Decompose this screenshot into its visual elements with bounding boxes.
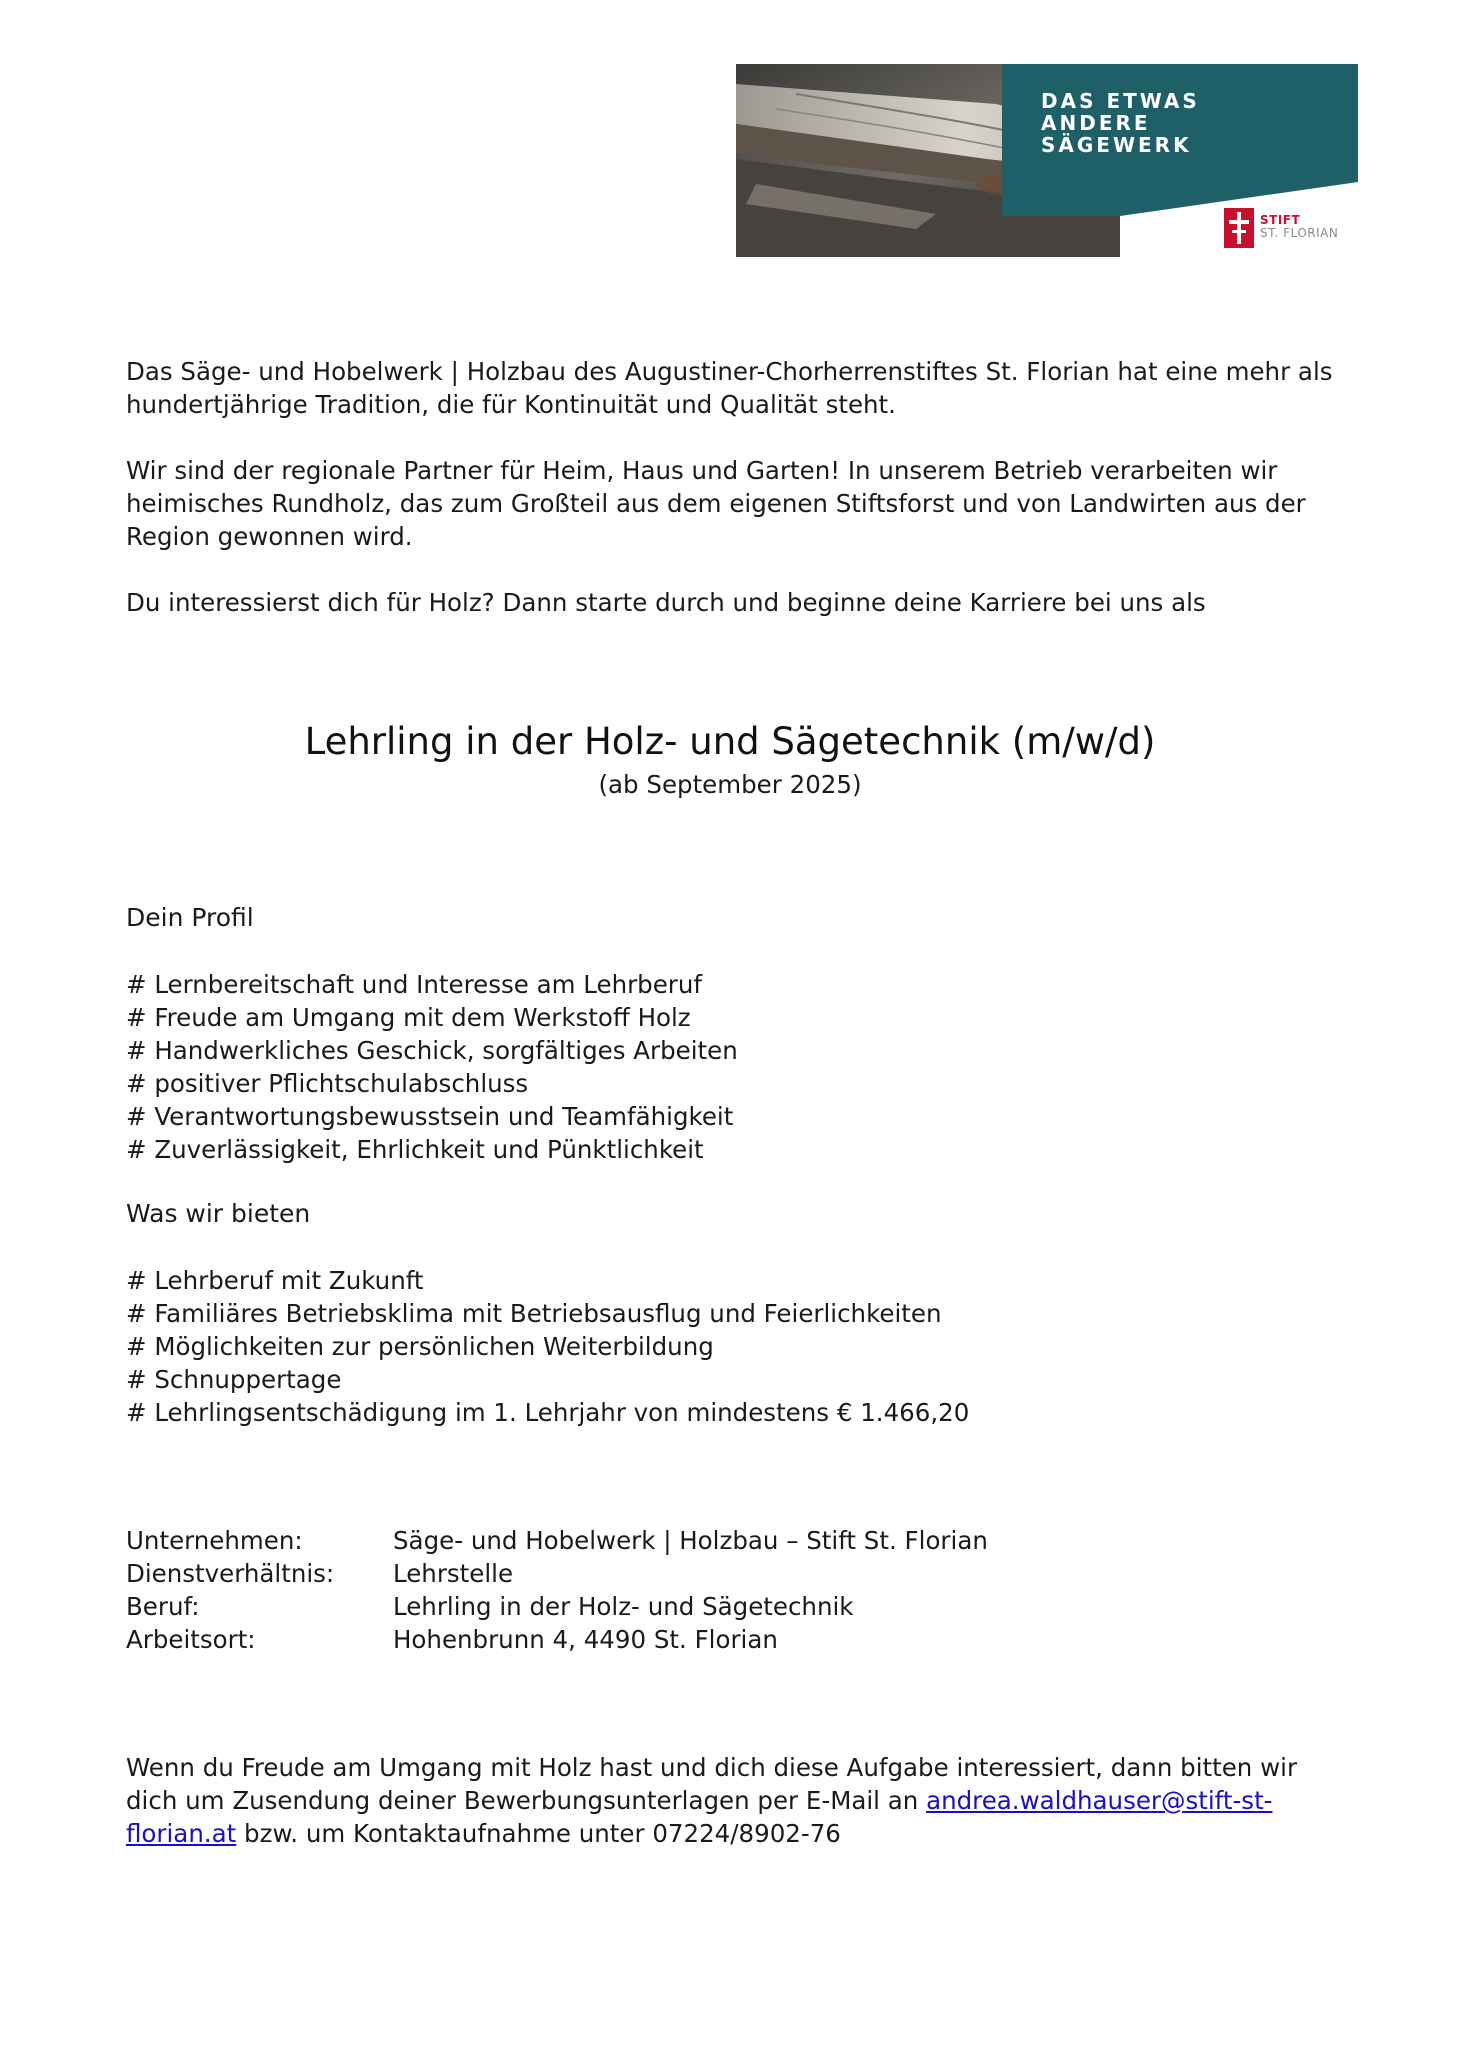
list-item: # Freude am Umgang mit dem Werkstoff Holz xyxy=(126,1003,691,1032)
fact-value: Hohenbrunn 4, 4490 St. Florian xyxy=(393,1625,778,1654)
intro-paragraph: Das Säge- und Hobelwerk | Holzbau des Augustiner-Chorherrenstiftes St. Florian hat eine mehr als hundertjährige Tradition, die für Kontinuität und Qualität steht. xyxy=(126,357,1333,419)
job-facts xyxy=(126,1524,988,1656)
header-banner xyxy=(736,64,1358,257)
fact-value: Säge- und Hobelwerk | Holzbau – Stift St. Florian xyxy=(393,1526,988,1555)
profile-list xyxy=(126,968,738,1166)
list-item: # positiver Pflichtschulabschluss xyxy=(126,1069,529,1098)
fact-label: Beruf: xyxy=(126,1592,200,1621)
offer-list xyxy=(126,1264,969,1429)
list-item: # Möglichkeiten zur persönlichen Weiterbildung xyxy=(126,1332,714,1361)
list-item: # Verantwortungsbewusstsein und Teamfähigkeit xyxy=(126,1102,734,1131)
intro-paragraph: Wir sind der regionale Partner für Heim, Haus und Garten! In unserem Betrieb verarbeiten wir heimisches Rundholz, das zum Großteil aus dem eigenen Stiftsforst und von Landwirten aus der Region gewonnen wird. xyxy=(126,456,1306,551)
job-title: Lehrling in der Holz- und Sägetechnik (m/w/d) xyxy=(304,720,1156,763)
closing-paragraph xyxy=(126,1751,1346,1850)
email-link[interactable]: andrea.waldhauser@stift-st-florian.at xyxy=(126,1786,1273,1848)
list-item: # Lernbereitschaft und Interesse am Lehrberuf xyxy=(126,970,703,999)
list-item: # Schnuppertage xyxy=(126,1365,342,1394)
list-item: # Familiäres Betriebsklima mit Betriebsausflug und Feierlichkeiten xyxy=(126,1299,942,1328)
list-item: # Handwerkliches Geschick, sorgfältiges Arbeiten xyxy=(126,1036,738,1065)
stift-logo xyxy=(1224,208,1354,248)
intro-paragraph: Du interessierst dich für Holz? Dann starte durch und beginne deine Karriere bei uns als xyxy=(126,588,1206,617)
job-start-date: (ab September 2025) xyxy=(598,770,862,799)
offer-heading: Was wir bieten xyxy=(126,1199,311,1228)
profile-heading: Dein Profil xyxy=(126,903,254,932)
fact-value: Lehrstelle xyxy=(393,1559,514,1588)
fact-label: Dienstverhältnis: xyxy=(126,1559,335,1588)
fact-row xyxy=(126,1590,988,1623)
cross-icon xyxy=(1224,208,1254,248)
stift-logo-text: STIFT ST. FLORIAN xyxy=(1260,213,1339,240)
intro-text xyxy=(126,355,1346,652)
list-item: # Lehrberuf mit Zukunft xyxy=(126,1266,424,1295)
closing-text: Wenn du Freude am Umgang mit Holz hast und dich diese Aufgabe interessiert, dann bitten wir dich um Zusendung deiner Bewerbungsunterlagen per E-Mail an xyxy=(126,1753,1298,1815)
fact-label: Unternehmen: xyxy=(126,1526,303,1555)
fact-label: Arbeitsort: xyxy=(126,1625,256,1654)
fact-value: Lehrling in der Holz- und Sägetechnik xyxy=(393,1592,854,1621)
banner-title: DAS ETWAS ANDERE SÄGEWERK xyxy=(1041,89,1200,157)
fact-row xyxy=(126,1557,988,1590)
closing-contact: bzw. um Kontaktaufnahme unter 07224/8902-76 xyxy=(236,1819,841,1848)
fact-row xyxy=(126,1623,988,1656)
list-item: # Zuverlässigkeit, Ehrlichkeit und Pünktlichkeit xyxy=(126,1135,704,1164)
list-item: # Lehrlingsentschädigung im 1. Lehrjahr von mindestens € 1.466,20 xyxy=(126,1398,970,1427)
fact-row xyxy=(126,1524,988,1557)
